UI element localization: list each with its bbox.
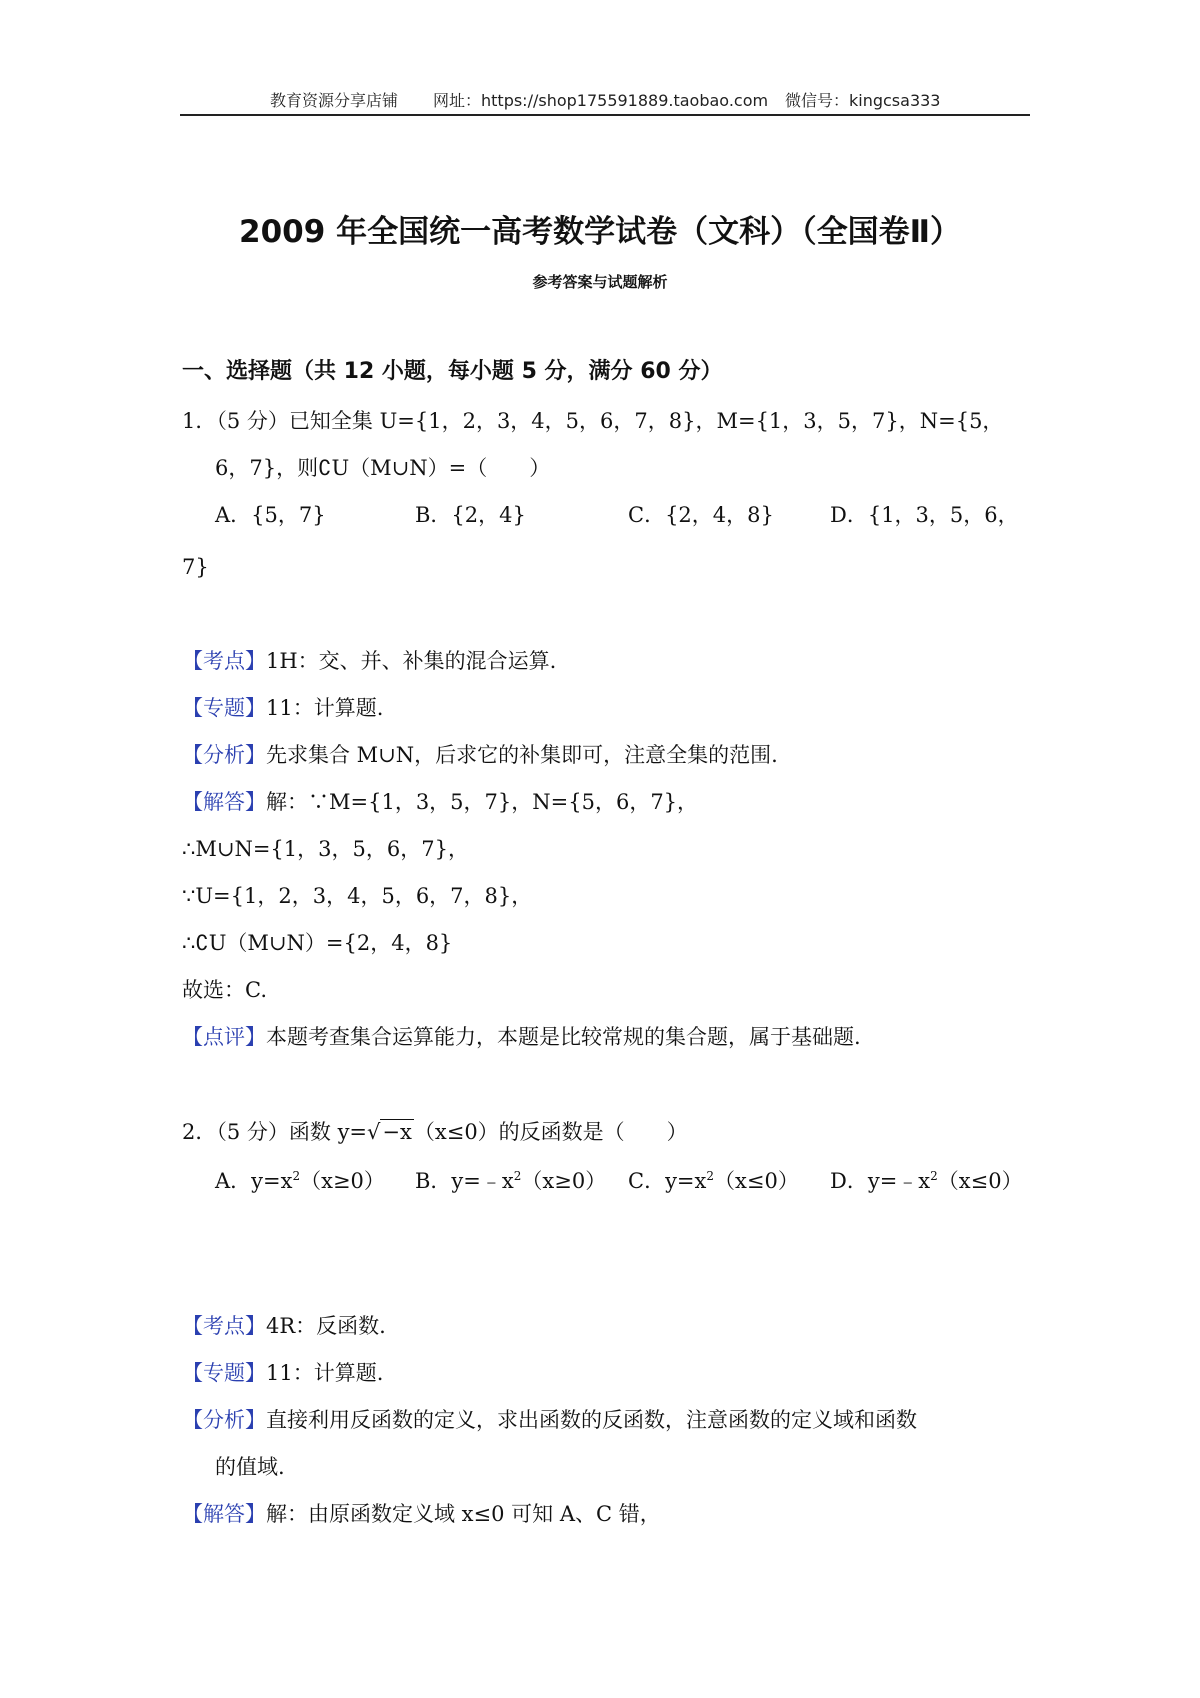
q2-zhuanti-text: 11：计算题. — [266, 1361, 384, 1385]
q1-stem-line2: 6，7}，则∁U（M∪N）=（ ） — [215, 456, 551, 480]
q2-stem — [182, 1117, 688, 1147]
q1-fenxi-tag: 【分析】 — [182, 743, 266, 767]
q2-kaodian-tag: 【考点】 — [182, 1314, 266, 1338]
q1-fenxi — [182, 740, 778, 770]
q1-option-c: C．{2，4，8} — [628, 503, 774, 527]
q2-stem-suffix: （x≤0）的反函数是（ ） — [413, 1120, 688, 1144]
q1-dianping — [182, 1022, 861, 1052]
q2-option-d — [830, 1166, 1023, 1196]
q2-option-c-post: （x≤0） — [714, 1169, 799, 1193]
q2-fenxi-text: 直接利用反函数的定义，求出函数的反函数，注意函数的定义域和函数 — [266, 1408, 917, 1432]
q2-option-d-exp: 2 — [930, 1169, 938, 1183]
q1-kaodian — [182, 646, 556, 676]
q1-zhuanti-tag: 【专题】 — [182, 696, 266, 720]
q2-option-b-post: （x≥0） — [521, 1169, 607, 1193]
q2-option-b — [415, 1166, 606, 1196]
header-url[interactable]: 网址：https://shop175591889.taobao.com — [433, 91, 769, 110]
q2-option-d-pre: D．y=﹣x — [830, 1169, 931, 1193]
q2-option-a — [215, 1166, 385, 1196]
q2-kaodian-text: 4R：反函数. — [266, 1314, 386, 1338]
section-heading: 一、选择题（共 12 小题，每小题 5 分，满分 60 分） — [182, 359, 723, 384]
q2-kaodian — [182, 1311, 386, 1341]
q2-option-a-exp: 2 — [292, 1169, 301, 1183]
q1-jieda — [182, 787, 698, 817]
q1-fenxi-text: 先求集合 M∪N，后求它的补集即可，注意全集的范围. — [266, 743, 778, 767]
q2-option-d-post: （x≤0） — [937, 1169, 1023, 1193]
q1-kaodian-tag: 【考点】 — [182, 649, 266, 673]
q1-zhuanti-text: 11：计算题. — [266, 696, 384, 720]
q1-dianping-tag: 【点评】 — [182, 1025, 266, 1049]
q2-option-c-pre: C．y=x — [628, 1169, 707, 1193]
q2-option-a-pre: A．y=x — [215, 1169, 293, 1193]
q1-option-b: B．{2，4} — [415, 503, 526, 527]
q1-jieda-line4: ∴∁U（M∪N）={2，4，8} — [182, 931, 453, 955]
q2-option-c — [628, 1166, 799, 1196]
q2-jieda — [182, 1499, 661, 1529]
q2-jieda-tag: 【解答】 — [182, 1502, 266, 1526]
q2-stem-prefix: 2．（5 分）函数 y= — [182, 1120, 368, 1144]
q1-options — [215, 500, 1035, 530]
q1-stem-line1: 1．（5 分）已知全集 U={1，2，3，4，5，6，7，8}，M={1，3，5，7}，N={5， — [182, 409, 1004, 433]
q1-jieda-tag: 【解答】 — [182, 790, 266, 814]
header-wechat: 微信号：kingcsa333 — [785, 91, 941, 110]
q1-kaodian-text: 1H：交、并、补集的混合运算. — [266, 649, 557, 673]
q1-option-d-cont: 7} — [182, 555, 209, 579]
q2-fenxi — [182, 1405, 917, 1435]
q1-zhuanti — [182, 693, 383, 723]
q2-option-c-exp: 2 — [706, 1169, 715, 1183]
q1-jieda-line2: ∴M∪N={1，3，5，6，7}， — [182, 837, 469, 861]
q1-option-a: A．{5，7} — [215, 503, 326, 527]
q2-option-b-pre: B．y=﹣x — [415, 1169, 514, 1193]
q2-fenxi-line2: 的值域. — [215, 1455, 285, 1479]
sqrt-symbol: √−x — [367, 1120, 412, 1144]
q1-jieda-line5: 故选：C. — [182, 978, 267, 1002]
q2-zhuanti — [182, 1358, 383, 1388]
q2-fenxi-tag: 【分析】 — [182, 1408, 266, 1432]
q1-dianping-text: 本题考查集合运算能力，本题是比较常规的集合题，属于基础题. — [266, 1025, 861, 1049]
q2-option-a-post: （x≥0） — [300, 1169, 385, 1193]
q1-jieda-text: 解：∵M={1，3，5，7}，N={5，6，7}， — [266, 790, 699, 814]
q1-option-d: D．{1，3，5，6， — [830, 503, 1019, 527]
q2-zhuanti-tag: 【专题】 — [182, 1361, 266, 1385]
page-header — [180, 84, 1030, 116]
page-subtitle: 参考答案与试题解析 — [532, 273, 668, 291]
page-title: 2009 年全国统一高考数学试卷（文科）（全国卷Ⅱ） — [239, 214, 961, 250]
q2-option-b-exp: 2 — [513, 1169, 522, 1183]
q2-radicand: −x — [382, 1120, 412, 1144]
q2-options — [215, 1166, 1035, 1196]
header-shop: 教育资源分享店铺 — [270, 91, 399, 110]
q2-jieda-text: 解：由原函数定义域 x≤0 可知 A、C 错， — [266, 1502, 661, 1526]
q1-jieda-line3: ∵U={1，2，3，4，5，6，7，8}， — [182, 884, 533, 908]
